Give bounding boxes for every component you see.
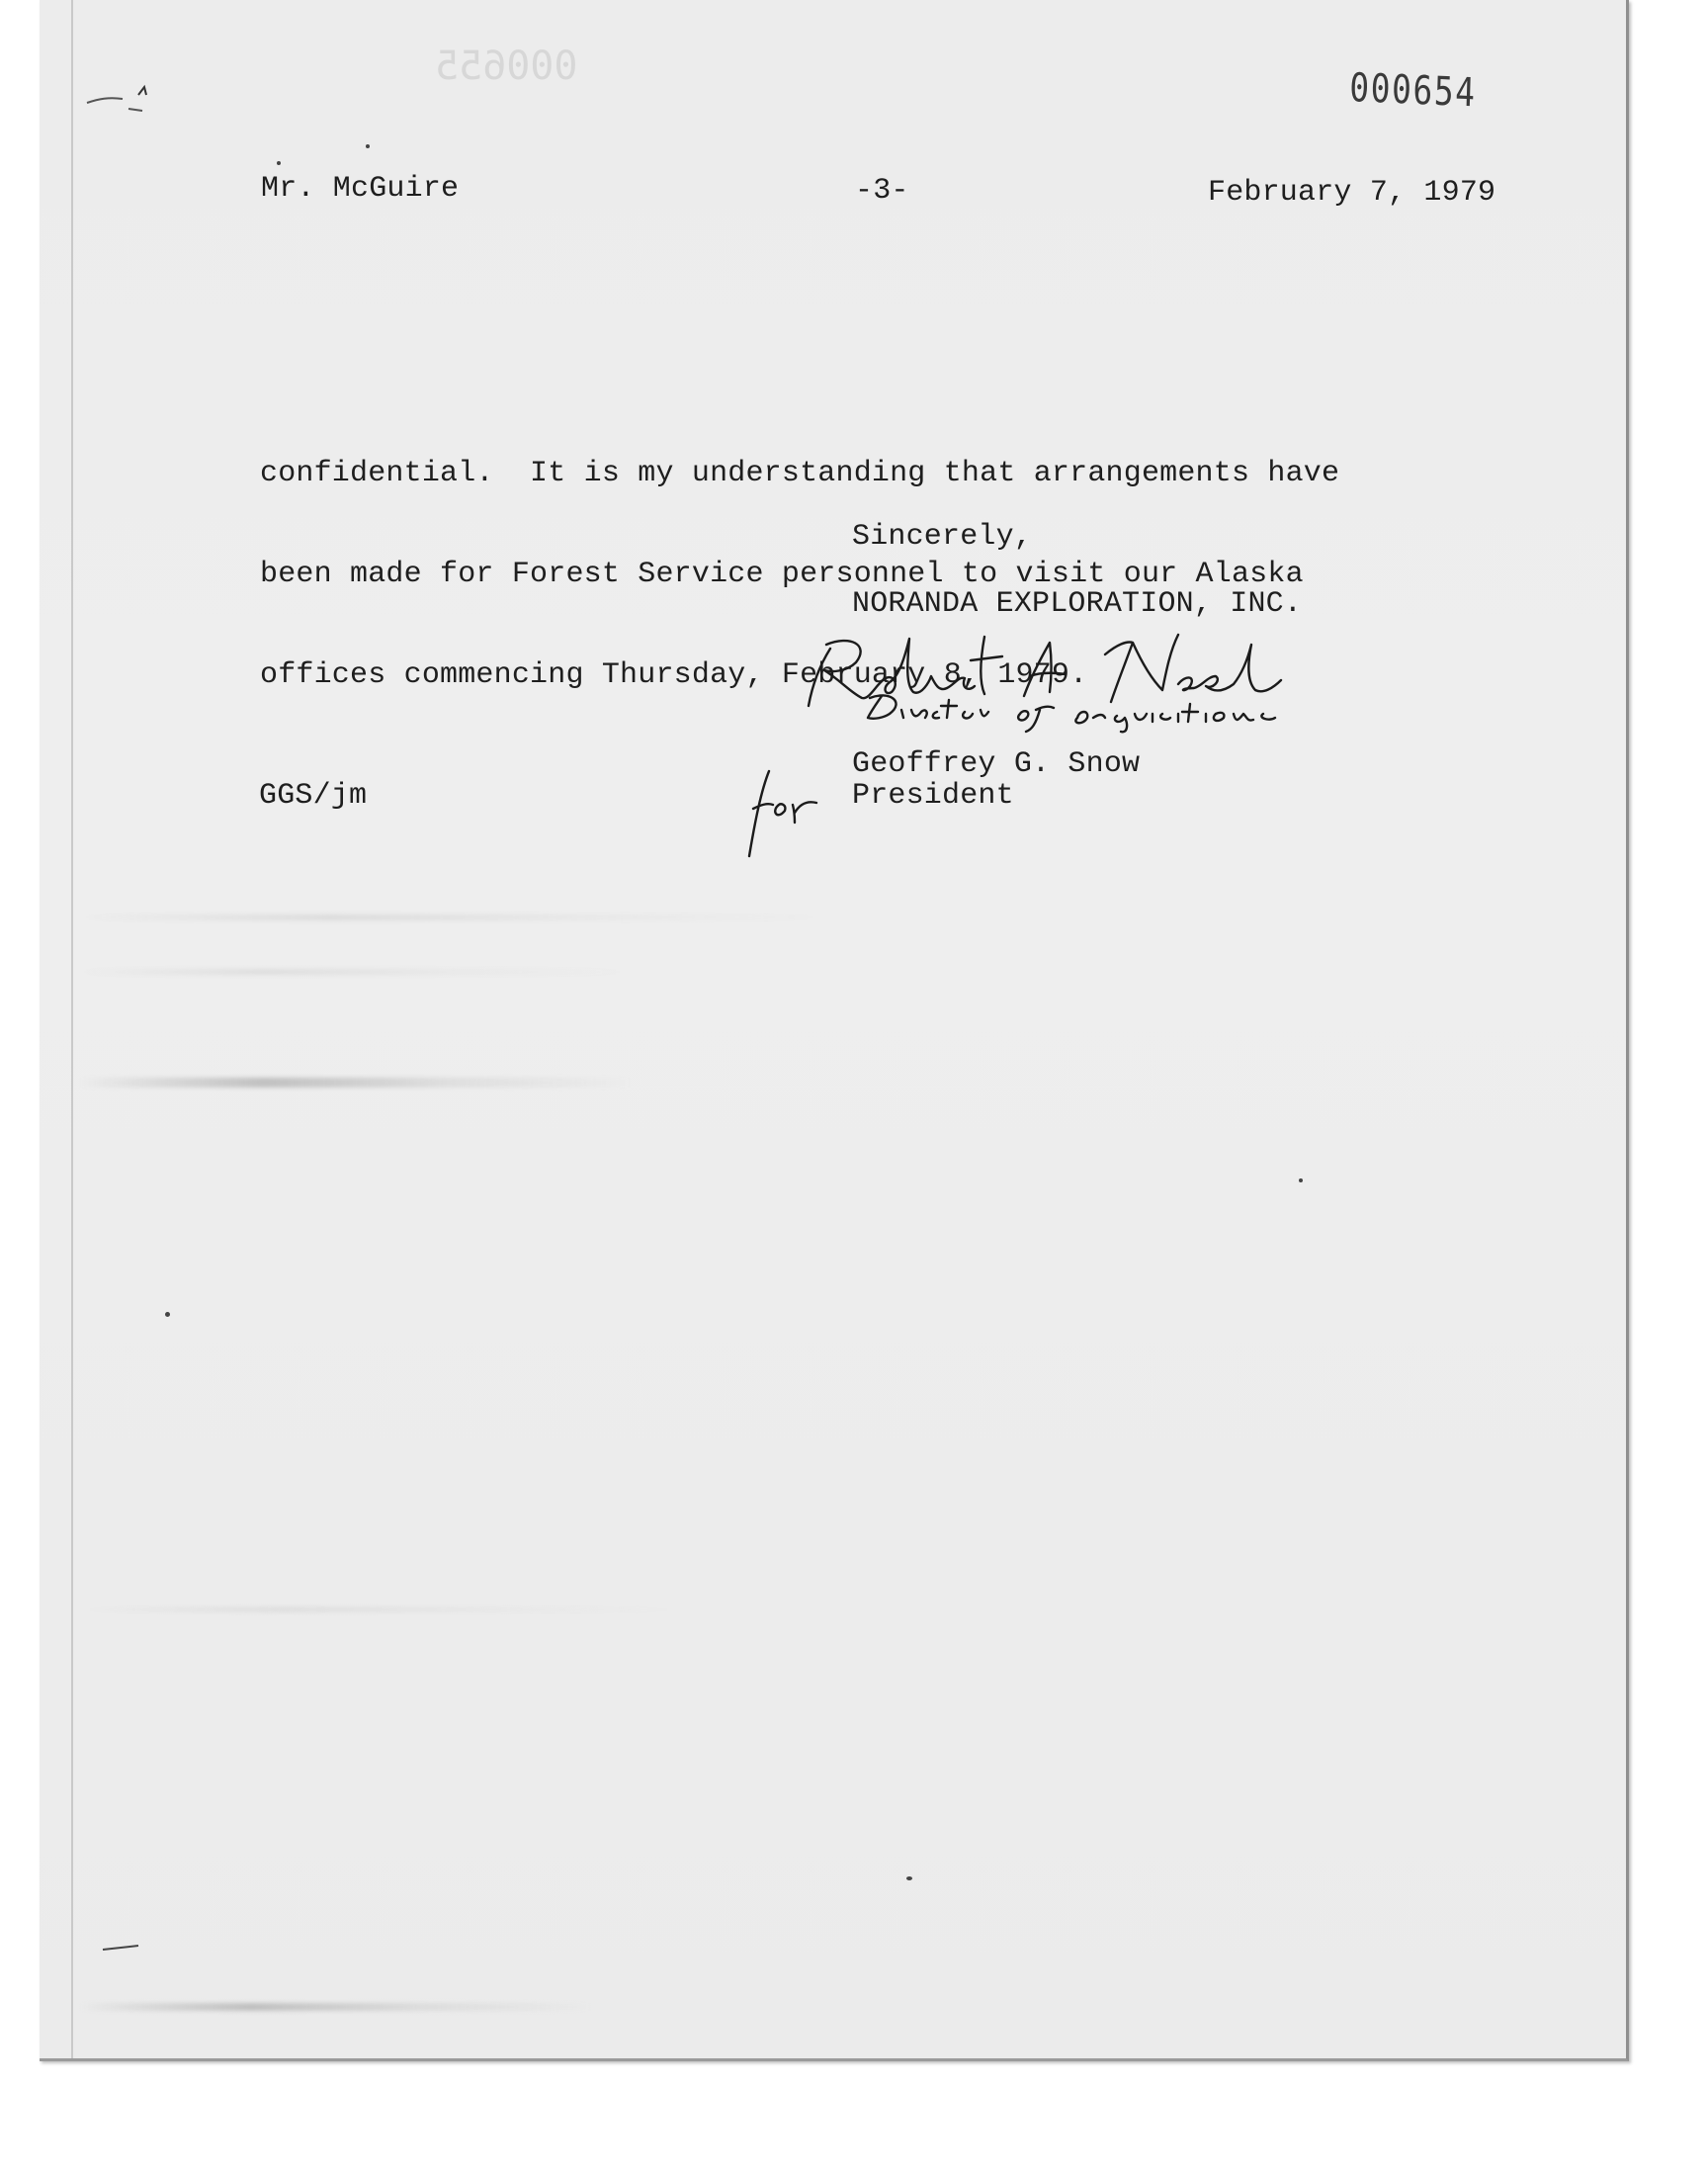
scan-speck: [1299, 1178, 1303, 1182]
scan-speck: [165, 1312, 170, 1317]
header-addressee: Mr. McGuire: [261, 172, 460, 206]
scan-speck: [366, 144, 370, 148]
header-date: February 7, 1979: [1208, 176, 1496, 210]
signer-name: Geoffrey G. Snow: [852, 747, 1141, 781]
closing: Sincerely,: [852, 520, 1033, 554]
body-line: offices commencing Thursday, February 8, 1979.: [260, 658, 1088, 692]
company-name: NORANDA EXPLORATION, INC.: [852, 587, 1303, 621]
scan-smudge: [79, 1607, 692, 1612]
scan-smudge: [79, 914, 830, 920]
document-page: [40, 0, 1629, 2061]
signer-title: President: [852, 779, 1014, 813]
body-line: been made for Forest Service personnel to visit our Alaska: [260, 558, 1304, 591]
page-edge-line: [71, 0, 73, 2058]
bleed-through-number: 000655: [435, 44, 578, 89]
handwritten-for: [739, 761, 828, 860]
scan-marks: [79, 61, 198, 121]
header-page-number: -3-: [855, 174, 909, 208]
scan-smudge: [79, 969, 633, 975]
scan-smudge: [79, 2003, 593, 2011]
reference-initials: GGS/jm: [259, 779, 368, 813]
document-stamp-number: 000654: [1348, 65, 1478, 117]
scan-speck: [277, 161, 281, 165]
handwritten-signature: [791, 615, 1423, 734]
scan-speck: [906, 1876, 912, 1880]
body-line: confidential. It is my understanding that arrangements have: [260, 457, 1340, 490]
scan-mark: [99, 1938, 158, 1958]
scan-smudge: [79, 1078, 633, 1088]
